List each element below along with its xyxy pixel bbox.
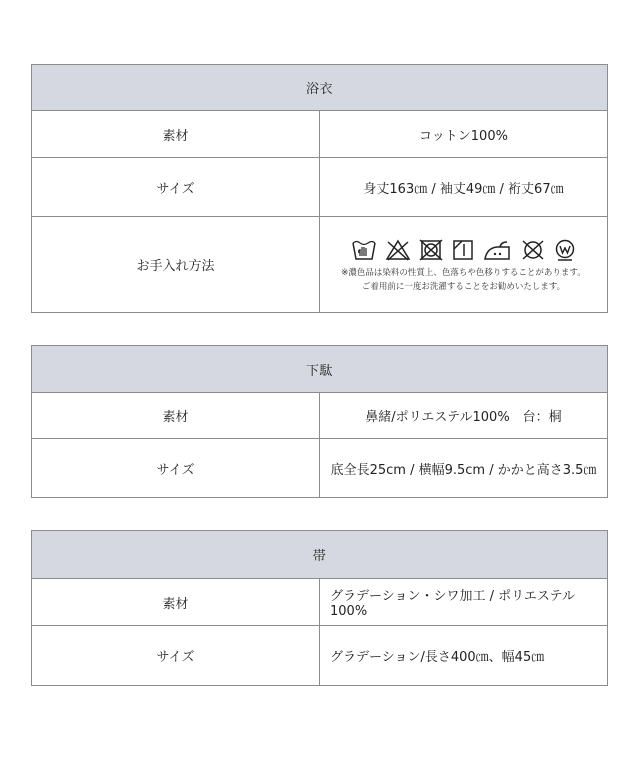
drip-dry-shade-icon — [451, 239, 475, 261]
care-icons-row — [320, 239, 607, 261]
yukata-size-label: サイズ — [32, 158, 320, 217]
geta-size-value: 底全長25cm / 横幅9.5cm / かかと高さ3.5㎝ — [320, 439, 608, 498]
yukata-care-cell — [320, 217, 608, 313]
hand-wash-30-icon — [351, 239, 377, 261]
no-tumble-dry-icon — [419, 239, 443, 261]
no-bleach-icon — [385, 239, 411, 261]
obi-material-label: 素材 — [32, 579, 320, 626]
yukata-material-label: 素材 — [32, 111, 320, 158]
care-note-line2: ご着用前に一度お洗濯することをお勧めいたします。 — [361, 282, 566, 292]
obi-size-value: グラデーション/長さ400㎝、幅45㎝ — [320, 626, 608, 686]
obi-material-value: グラデーション・シワ加工 / ポリエステル100% — [320, 579, 608, 626]
geta-material-value: 鼻緒/ポリエステル100% 台：桐 — [320, 393, 608, 439]
no-dry-clean-icon — [521, 239, 545, 261]
yukata-spec-table — [31, 64, 608, 313]
obi-title: 帯 — [32, 531, 608, 579]
iron-medium-icon — [483, 239, 513, 261]
yukata-title: 浴衣 — [32, 65, 608, 111]
care-note-line1: ※濃色品は染料の性質上、色落ちや色移りすることがあります。 — [341, 268, 586, 278]
geta-spec-table — [31, 345, 608, 498]
yukata-size-value: 身丈163㎝ / 袖丈49㎝ / 裄丈67㎝ — [320, 158, 608, 217]
obi-size-label: サイズ — [32, 626, 320, 686]
wet-clean-icon — [553, 239, 577, 261]
obi-spec-table — [31, 530, 608, 686]
geta-title: 下駄 — [32, 346, 608, 393]
yukata-material-value: コットン100% — [320, 111, 608, 158]
geta-material-label: 素材 — [32, 393, 320, 439]
yukata-care-label: お手入れ方法 — [32, 217, 320, 313]
geta-size-label: サイズ — [32, 439, 320, 498]
